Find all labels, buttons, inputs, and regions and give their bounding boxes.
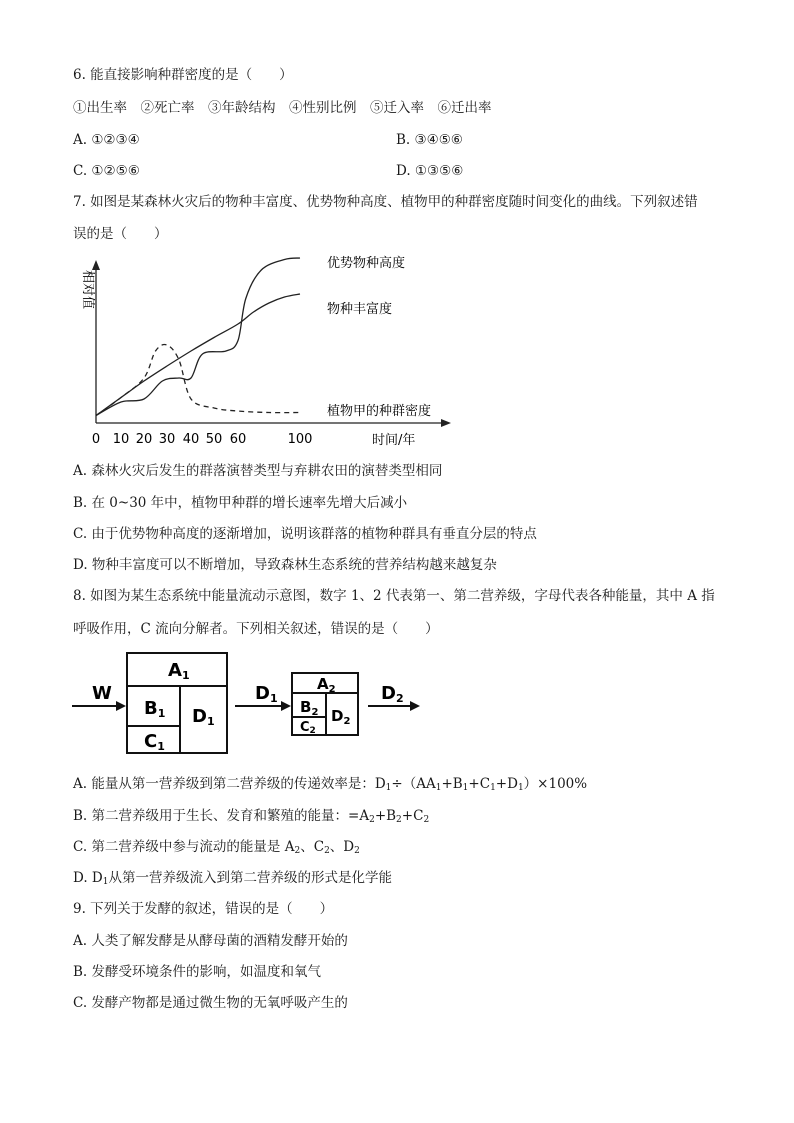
q7-stem-line1: 7. 如图是某森林火灾后的物种丰富度、优势物种高度、植物甲的种群密度随时间变化的曲线。下列叙述错 (73, 194, 698, 210)
label-a1: A1 (168, 660, 190, 682)
label-d2-box: $D_2$ (331, 707, 351, 727)
series-label-plant-a-density: 植物甲的种群密度 (327, 404, 432, 419)
y-axis-arrow (92, 260, 100, 270)
label-b1: B1 (144, 698, 166, 720)
x-axis-label: 时间/年 (372, 433, 416, 448)
q7-option-d: D. 物种丰富度可以不断增加，导致森林生态系统的营养结构越来越复杂 (73, 557, 497, 573)
x-tick-label: 20 (135, 432, 153, 447)
q8-option-d: D. $D_1$从第一营养级流入到第二营养级的形式是化学能 (73, 870, 392, 887)
q6-option-d: D. ①③⑤⑥ (396, 163, 464, 179)
q8-option-a: A. 能量从第一营养级到第二营养级的传递效率是：$D_1\div(AA_1+B_1+C_1+D_1)\times 100\%$ (73, 776, 588, 793)
q8-stem-line1: 8. 如图为某生态系统中能量流动示意图，数字 1、2 代表第一、第二营养级，字母代表各种能量，其中 A 指 (73, 588, 715, 604)
q6-option-a: A. ①②③④ (73, 132, 140, 148)
label-c2: C2 (300, 720, 316, 736)
label-b2: $B_2$ (300, 698, 319, 718)
q7-option-c: C. 由于优势物种高度的逐渐增加，说明该群落的植物种群具有垂直分层的特点 (73, 526, 537, 542)
q8-stem-line2: 呼吸作用，C 流向分解者。下列相关叙述，错误的是（ ） (73, 621, 439, 637)
q8-option-c: C. 第二营养级中参与流动的能量是 $A_2$、$C_2$、$D_2$ (73, 839, 360, 856)
x-tick-labels (92, 432, 313, 447)
label-d1-box: D1 (192, 706, 215, 728)
q9-option-b: B. 发酵受环境条件的影响，如温度和氧气 (73, 964, 322, 980)
x-tick-label: 50 (205, 432, 223, 447)
y-axis-label: 相对值 (80, 270, 95, 310)
q6-option-b: B. ③④⑤⑥ (396, 132, 463, 148)
x-axis-arrow (441, 419, 451, 427)
series-label-dominant-height: 优势物种高度 (327, 256, 406, 271)
series-label-species-richness: 物种丰富度 (327, 302, 393, 317)
q8-option-b: B. 第二营养级用于生长、发育和繁殖的能量：$=A_2+B_2+C_2$ (73, 808, 430, 825)
q6-items: ①出生率 ②死亡率 ③年龄结构 ④性别比例 ⑤迁入率 ⑥迁出率 (73, 100, 492, 116)
series-line-species-richness (96, 294, 300, 416)
x-tick-label: 30 (158, 432, 176, 447)
q9-stem: 9. 下列关于发酵的叙述，错误的是（ ） (73, 901, 334, 917)
label-d1-arrow: D1 (255, 683, 278, 705)
x-tick-label: 10 (112, 432, 130, 447)
label-w: W (92, 683, 112, 704)
q7-stem-line2: 误的是（ ） (73, 226, 168, 242)
energy-flow-diagram (70, 648, 430, 760)
series-line-dominant-height (96, 258, 300, 416)
succession-chart (60, 248, 460, 458)
q7-option-a: A. 森林火灾后发生的群落演替类型与弃耕农田的演替类型相同 (73, 463, 443, 479)
x-tick-label: 60 (229, 432, 247, 447)
q6-option-c: C. ①②⑤⑥ (73, 163, 140, 179)
label-c1: C1 (144, 731, 165, 753)
q9-option-c: C. 发酵产物都是通过微生物的无氧呼吸产生的 (73, 995, 348, 1011)
label-d2-arrow: D2 (381, 683, 404, 705)
q9-option-a: A. 人类了解发酵是从酵母菌的酒精发酵开始的 (73, 933, 348, 949)
label-a2: $A_2$ (317, 675, 336, 695)
q7-option-b: B. 在 0~30 年中，植物甲种群的增长速率先增大后减小 (73, 495, 408, 511)
series-line-plant-a-density (96, 345, 300, 416)
x-tick-label: 40 (182, 432, 200, 447)
x-tick-label: 0 (91, 432, 101, 447)
q6-stem: 6. 能直接影响种群密度的是（ ） (73, 67, 293, 83)
x-tick-label: 100 (287, 432, 313, 447)
